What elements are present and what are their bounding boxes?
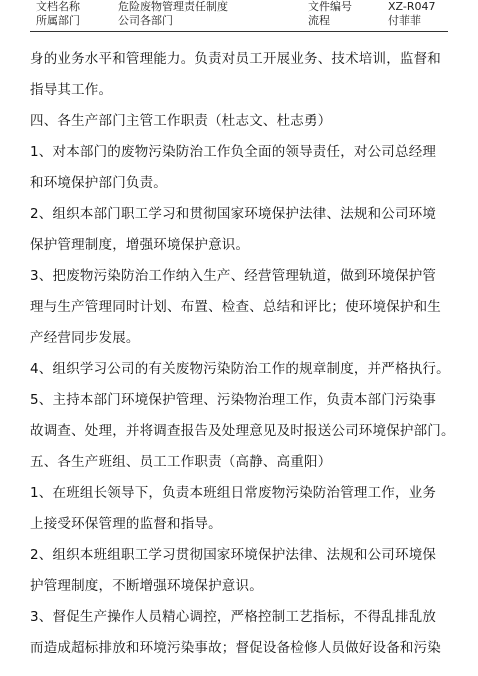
text-line: 理与生产管理同时计划、布置、检查、总结和评比；使环境保护和生 bbox=[30, 299, 441, 315]
header-row-2 bbox=[30, 14, 448, 28]
text-line: 故调查、处理，并将调查报告及处理意见及时报送公司环境保护部门。 bbox=[30, 423, 455, 439]
document-body bbox=[30, 44, 455, 664]
section-heading: 五、各生产班组、员工工作职责（高静、高重阳） bbox=[30, 454, 332, 470]
doc-name-value: 危险废物管理责任制度 bbox=[118, 0, 228, 13]
text-line: 3、把废物污染防治工作纳入生产、经营管理轨道，做到环境保护管 bbox=[30, 268, 437, 284]
header-row-1 bbox=[30, 0, 448, 14]
doc-number-value: XZ-R047 bbox=[388, 0, 436, 13]
text-line: 5、主持本部门环境保护管理、污染物治理工作，负责本部门污染事 bbox=[30, 392, 437, 408]
text-line: 护管理制度，不断增强环境保护意识。 bbox=[30, 578, 263, 594]
department-value: 公司各部门 bbox=[118, 14, 173, 27]
text-line: 2、组织本部门职工学习和贯彻国家环境保护法律、法规和公司环境 bbox=[30, 206, 437, 222]
text-line: 1、在班组长领导下，负责本班组日常废物污染防治管理工作，业务 bbox=[30, 485, 437, 501]
text-line: 3、督促生产操作人员精心调控，严格控制工艺指标，不得乱排乱放 bbox=[30, 609, 437, 625]
text-line: 产经营同步发展。 bbox=[30, 330, 140, 346]
doc-number-label: 文件编号 bbox=[308, 0, 352, 13]
text-line: 上接受环保管理的监督和指导。 bbox=[30, 516, 222, 532]
text-line: 4、组织学习公司的有关废物污染防治工作的规章制度，并严格执行。 bbox=[30, 361, 450, 377]
text-line: 2、组织本班组职工学习贯彻国家环境保护法律、法规和公司环境保 bbox=[30, 547, 437, 563]
text-line: 和环境保护部门负责。 bbox=[30, 175, 167, 191]
text-line: 身的业务水平和管理能力。负责对员工开展业务、技术培训，监督和 bbox=[30, 51, 441, 67]
department-label: 所属部门 bbox=[36, 14, 80, 27]
document-header bbox=[30, 0, 448, 34]
process-label: 流程 bbox=[308, 14, 330, 27]
text-line: 而造成超标排放和环境污染事故；督促设备检修人员做好设备和污染 bbox=[30, 640, 441, 656]
process-value: 付菲菲 bbox=[388, 14, 421, 27]
text-line: 保护管理制度，增强环境保护意识。 bbox=[30, 237, 250, 253]
text-line: 1、对本部门的废物污染防治工作负全面的领导责任，对公司总经理 bbox=[30, 144, 437, 160]
section-heading: 四、各生产部门主管工作职责（杜志文、杜志勇） bbox=[30, 113, 332, 129]
doc-name-label: 文档名称 bbox=[36, 0, 80, 13]
text-line: 指导其工作。 bbox=[30, 82, 113, 98]
header-bottom-rule bbox=[30, 31, 448, 32]
